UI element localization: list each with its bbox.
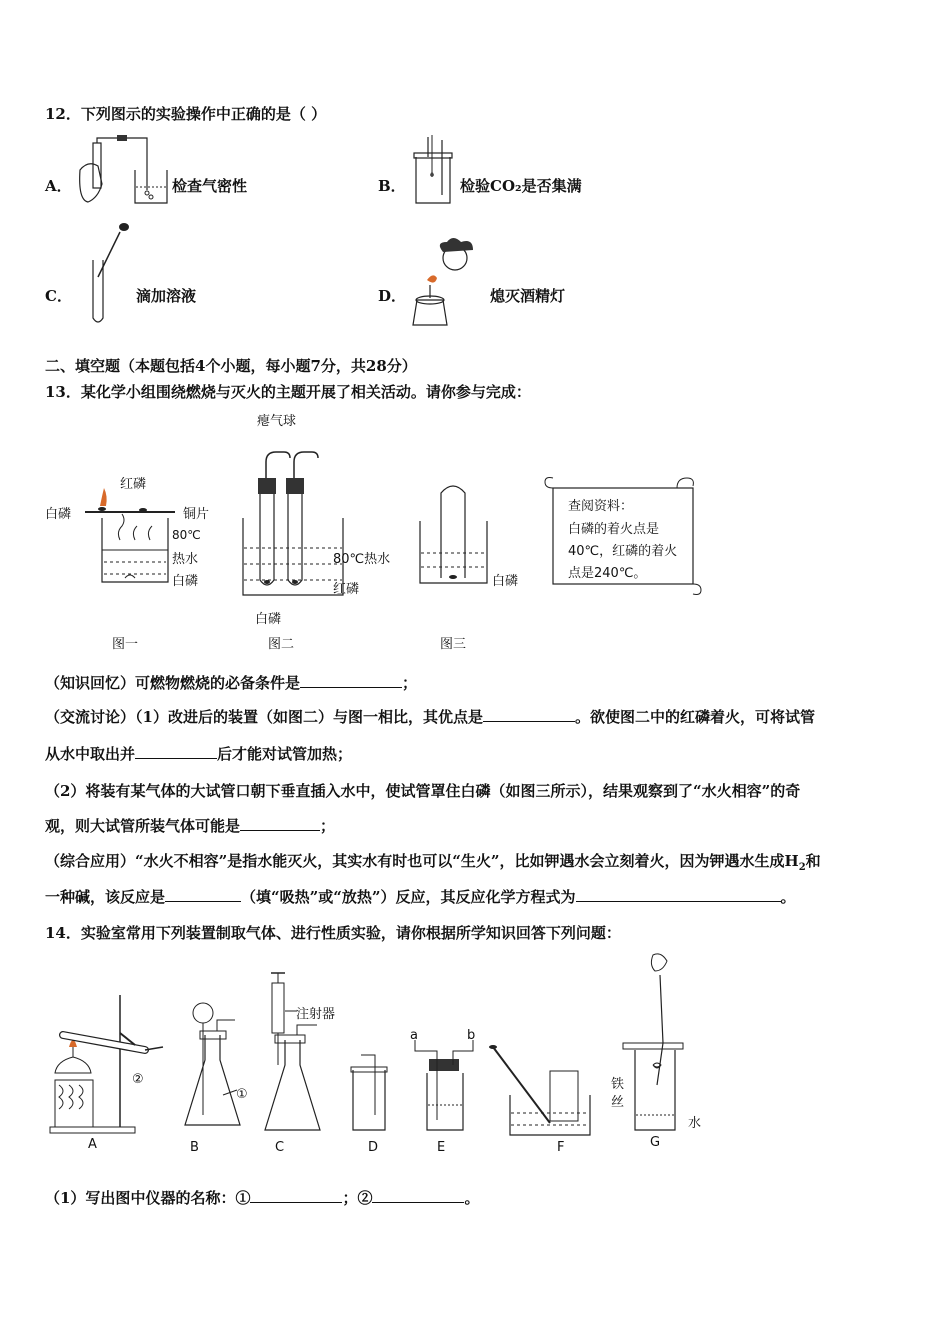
label-num2: ②	[132, 1072, 144, 1087]
operation-blank[interactable]	[135, 744, 217, 759]
label-B: B	[190, 1140, 199, 1155]
fig1-white-p-top-label: 白磷	[45, 507, 72, 522]
discuss1-line2: 从水中取出并 后才能对试管加热；	[45, 745, 353, 763]
label-num1: ①	[236, 1087, 248, 1102]
label-F: F	[557, 1140, 565, 1155]
fig1-red-p-label: 红磷	[120, 477, 147, 492]
heat-type-blank[interactable]	[165, 887, 241, 902]
fig1-caption: 图一	[112, 637, 139, 652]
note-line-2: 40℃，红磷的着火	[568, 544, 678, 559]
q13-stem: 13．某化学小组围绕燃烧与灭火的主题开展了相关活动。请你参与完成：	[45, 383, 531, 401]
blowing-lamp-illustration	[405, 240, 485, 328]
discuss2-line2: 观，则大试管所装气体可能是 ；	[45, 817, 336, 835]
option-a-text: 检查气密性	[172, 177, 248, 195]
q14-q1-line: （1）写出图中仪器的名称：① ；② 。	[45, 1189, 480, 1207]
label-wire-1: 铁	[611, 1077, 625, 1092]
q14-apparatus-row	[45, 955, 725, 1145]
note-title: 查阅资料：	[568, 499, 634, 514]
label-D: D	[368, 1140, 379, 1155]
dropper-illustration	[88, 222, 138, 326]
apply-line1: （综合应用）“水火不相容”是指水能灭火，其实水有时也可以“生火”，比如钾遇水会立刻着火，因为钾遇水生成$H_2$和	[45, 852, 821, 873]
label-wire-2: 丝	[611, 1095, 625, 1110]
fig1-white-p-bottom-label: 白磷	[172, 574, 199, 589]
q12-stem: 12．下列图示的实验操作中正确的是（ ）	[45, 105, 327, 123]
q14-stem: 14．实验室常用下列装置制取气体、进行性质实验，请你根据所学知识回答下列问题：	[45, 924, 621, 942]
figure-3-apparatus	[415, 483, 495, 593]
option-b-letter: B．	[378, 177, 406, 195]
fig3-white-p-label: 白磷	[492, 574, 519, 589]
option-d-text: 熄灭酒精灯	[490, 287, 566, 305]
fig1-temp-label: 80℃	[172, 528, 201, 542]
fig2-red-p-label: 红磷	[333, 582, 360, 597]
fig2-hot-water-label: 80℃热水	[333, 552, 391, 567]
instrument-2-blank[interactable]	[372, 1188, 464, 1203]
fig2-balloon-label: 瘪气球	[257, 414, 297, 429]
figure-2-apparatus	[238, 430, 348, 610]
label-water: 水	[688, 1116, 702, 1131]
apply-line2: 一种碱，该反应是 （填“吸热”或“放热”）反应，其反应化学方程式为 。	[45, 888, 796, 906]
option-c-letter: C．	[45, 287, 72, 305]
label-E: E	[437, 1140, 446, 1155]
co2-check-illustration	[408, 135, 458, 207]
option-a-letter: A．	[45, 177, 72, 195]
label-a: a	[410, 1028, 418, 1043]
note-line-1: 白磷的着火点是	[568, 522, 660, 537]
label-G: G	[650, 1135, 661, 1150]
fig3-caption: 图三	[440, 637, 467, 652]
label-b: b	[467, 1028, 476, 1043]
note-line-3: 点是240℃。	[568, 566, 647, 581]
option-c-text: 滴加溶液	[136, 287, 197, 305]
fig1-hot-water-label: 热水	[172, 552, 199, 567]
recall-blank[interactable]	[300, 673, 402, 688]
equation-blank[interactable]	[576, 887, 781, 902]
option-b-text: 检验CO₂是否集满	[460, 177, 582, 195]
label-C: C	[275, 1140, 285, 1155]
label-syringe: 注射器	[296, 1007, 336, 1022]
gas-blank[interactable]	[240, 816, 320, 831]
instrument-1-blank[interactable]	[250, 1188, 342, 1203]
fig2-caption: 图二	[268, 637, 295, 652]
section-heading: 二、填空题（本题包括4个小题，每小题7分，共28分）	[45, 357, 417, 375]
fig1-copper-label: 铜片	[183, 507, 210, 522]
airtightness-check-illustration	[75, 135, 175, 210]
discuss2-line1: （2）将装有某气体的大试管口朝下垂直插入水中，使试管罩住白磷（如图三所示），结果观察到了“水火相容”的奇	[45, 782, 801, 800]
fig2-white-p-label: 白磷	[255, 612, 282, 627]
advantage-blank[interactable]	[483, 707, 575, 722]
label-A: A	[88, 1137, 97, 1152]
option-d-letter: D．	[378, 287, 407, 305]
discuss1-line1: （交流讨论）（1）改进后的装置（如图二）与图一相比，其优点是 。欲使图二中的红磷着火，可将试管	[45, 708, 815, 726]
recall-line: （知识回忆）可燃物燃烧的必备条件是 ；	[45, 674, 418, 692]
